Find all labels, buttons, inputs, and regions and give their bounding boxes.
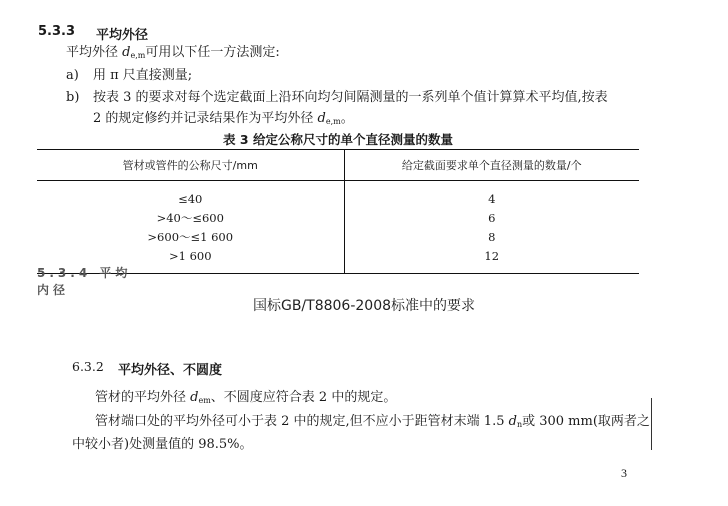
table-header-row (37, 150, 639, 181)
item-b-line2-after: 。 (340, 111, 354, 126)
measurement-table (37, 149, 639, 274)
para2-after: 或 300 mm(取两者之 (522, 414, 650, 429)
section-number: 5.3.3 (38, 24, 76, 39)
item-a-label: a) (66, 68, 79, 83)
intro-var: d (122, 45, 131, 60)
item-b-label: b) (66, 90, 80, 105)
section-title: 平均外径 (96, 28, 149, 43)
item-b-var: d (317, 111, 326, 126)
para1-var: d (190, 390, 199, 405)
para2-before: 管材端口处的平均外径可小于表 2 中的规定,但不应小于距管材末端 1.5 (95, 414, 509, 429)
page-number: 3 (621, 466, 627, 480)
cell-size: ≤40 (37, 181, 344, 209)
cell-count: 8 (488, 229, 496, 244)
item-b-sub: e,m (325, 117, 341, 126)
lower-section-title: 平均外径、不圆度 (118, 363, 223, 378)
column-header-nominal-size: 管材或管件的公称尺寸/mm (37, 150, 344, 181)
cell-count: 6 (488, 210, 496, 225)
table-title: 表 3 给定公称尺寸的单个直径测量的数量 (223, 132, 453, 147)
item-b-line2-before: 2 的规定修约并记录结果作为平均外径 (93, 111, 318, 126)
para2-var: d (508, 414, 517, 429)
table-row (37, 208, 639, 227)
cell-size: >600～≤1 600 (37, 227, 344, 246)
page-edge-line (651, 398, 652, 450)
intro-paragraph (66, 45, 280, 61)
item-b-line1: 按表 3 的要求对每个选定截面上沿环向均匀间隔测量的一系列单个值计算算术平均值,按表 (93, 90, 608, 105)
item-a-text: 用 π 尺直接测量; (93, 68, 193, 83)
cell-count: 12 (344, 246, 639, 274)
intro-sub: e,m (130, 51, 146, 60)
para2-sub: n (516, 420, 523, 429)
lower-para-2-line1 (95, 414, 650, 430)
table-row (37, 227, 639, 246)
intro-text-before: 平均外径 (66, 45, 123, 60)
lower-para-2-line2: 中较小者)处测量值的 98.5%。 (72, 437, 253, 452)
lower-para-1 (95, 390, 396, 406)
para1-after: 、不圆度应符合表 2 中的规定。 (210, 390, 397, 405)
cell-size: >40～≤600 (37, 208, 344, 227)
cell-count: 4 (488, 191, 496, 206)
image-caption: 国标GB/T8806-2008标准中的要求 (252, 298, 476, 314)
column-header-measurement-count: 给定截面要求单个直径测量的数量/个 (344, 150, 639, 181)
cropped-next-heading-text: 5.3.4 平均内径 (37, 266, 132, 297)
table-row (37, 181, 639, 209)
cropped-next-heading (37, 266, 142, 297)
item-b-line2 (93, 111, 354, 127)
para1-sub: em (198, 396, 211, 405)
intro-text-after: 可用以下任一方法测定: (145, 45, 280, 60)
para1-before: 管材的平均外径 (95, 390, 191, 405)
cell-size: >1 600 (37, 246, 344, 274)
lower-section-number: 6.3.2 (72, 359, 104, 374)
